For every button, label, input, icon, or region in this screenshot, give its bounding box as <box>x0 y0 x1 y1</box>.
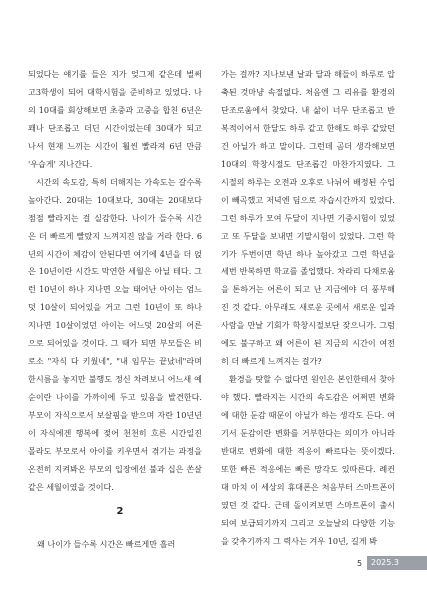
left-text-column <box>28 66 202 497</box>
right-paragraph-2: 환경을 탓할 수 없다면 원인은 본인한테서 찾아야 했다. 빨라지는 시간의 속도감은 어쩌면 변화에 대한 둔감 때문이 아닐가 하는 생각도 든다. 여기서 둔감이란 변화를 거부한다는 의미가 아니라 반대로 변화에 대한 적응이 빠르다는 뜻이겠다. 또한 빠른 적응에는 빠른 망각도 있따른다. 례컨대 마치 이 세상의 휴대폰은 처음부터 스마트폰이였던 것 같다. 근데 돌이켜보면 스마트폰이 출시되여 보급되기까지 그리고 오늘날의 다양한 기능을 갖추기까지 그 력사는 겨우 10년, 길게 봐 <box>221 374 395 546</box>
section-lead-line: 왜 나이가 들수록 시간은 빠르게만 흘러 <box>37 539 176 549</box>
right-paragraph-1: 가는 걸까? 지나보낸 날과 달과 해들이 하루로 압축된 것마냥 속절없다. 처음엔 그 리유를 환경의 단조로움에서 찾았다. 내 삶이 너무 단조롭고 반복적이어서 한달도 하루 같고 한해도 하루 같았던 건 아닐가 하고 말이다. 그런데 곰더 생각해보면 10대의 학창시절도 단조롭긴 마찬가지였다. 그 시절의 하루는 오전과 오후로 나뉘어 배정된 수업이 빼곡했고 저녁엔 딤으로 자습시간까지 있었다. 그런 하루가 모여 두달이 지나면 기중시험이 있었고 또 두달을 보내면 기말시험이 있었다. 그런 학기가 두번이면 학년 하나 높아갔고 그런 학년을 세번 반복하면 학교를 졸업했다. 차라리 다채로움을 톤하거는 어른이 되고 난 지금에야 더 풍부해진 것 같다. 아무래도 새로운 곳에서 새로운 일과 사람을 만날 기회가 학창시절보단 잦으니가. 그럼에도 불구하고 왜 어른이 된 지금의 시간이 여전히 더 빠르게 느껴지는 걸가? <box>221 69 395 367</box>
page-number: 5 <box>357 559 363 568</box>
left-paragraph-2: 시간의 속도감, 특히 더해지는 가속도는 갈수록 높아간다. 20대는 10대보다, 30대는 20대보다 점점 빨라지는 걸 실감한다. 나이가 들수록 시간은 더 빠르게 빨랐지 느껴지진 않을 거라 한다. 6년의 시간이 체감이 안된다면 여기에 4년을 더 얹은 10년이란 시간도 막연한 세월은 아닐 테다. 그런 10년이 하나 지나면 오늘 태어난 아이는 엄느덧 10살이 되어있을 거고 그런 10년이 또 하나 지나면 10살이었던 아이는 어느덧 20살의 어른으로 되어있을 것이다. 그 때가 되면 부모들은 비로소 "자식 다 키웠네", "내 임무는 끝났네"라며 한시름을 놓지만 불행도 정신 차려보니 어느새 예순이란 나이를 가까이에 두고 있음을 발견한다. 부모이 자식으로서 보살핌을 받으며 자란 10년년이 자식에겐 행복에 젖어 천천히 흐른 시간일진 몰라도 부모로서 아이를 키우면서 겪기는 과정을 온전히 지켜봐온 부모의 입장에선 불과 십은 쏜살같은 세월이였을 것이다. <box>28 176 202 492</box>
issue-badge: 2025.3 <box>367 556 427 570</box>
right-text-column <box>221 66 395 551</box>
left-paragraph-1: 되었다는 얘기를 들은 지가 엊그제 같은데 벌써 고3학생이 되어 대학시험을 준비하고 있었다. 나의 10대를 회상해보면 초중과 고중을 합친 6년은 꽤나 단조롭고 더딘 시간이었는데 30대가 되고 나서 현재 느끼는 시간이 훨씬 빨라져 6년 만큼 '우습게' 지나간다. <box>28 69 202 169</box>
section-number: 2 <box>116 506 124 517</box>
